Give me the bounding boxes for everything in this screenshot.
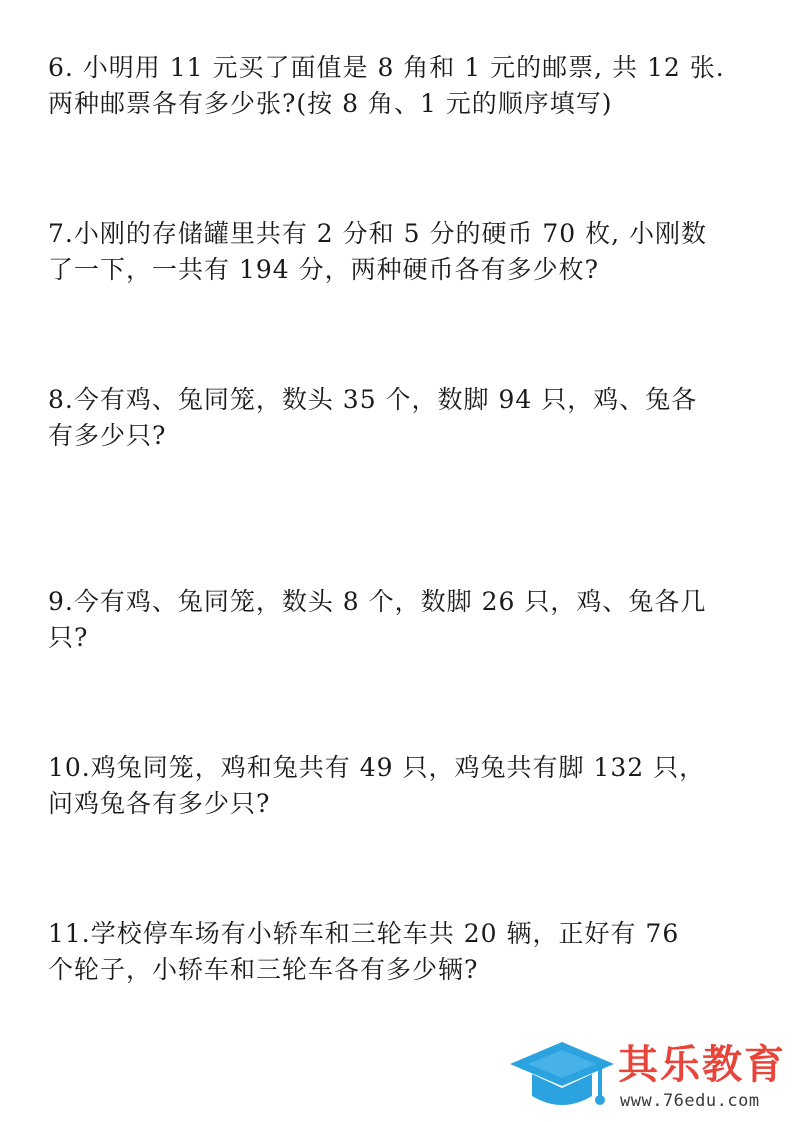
question-6 — [48, 50, 748, 122]
question-10 — [48, 750, 748, 822]
question-7-line-2: 了一下，一共有 194 分，两种硬币各有多少枚? — [48, 255, 600, 284]
question-8 — [48, 382, 748, 454]
brand-url: www.76edu.com — [620, 1091, 760, 1111]
question-11-line-2: 个轮子，小轿车和三轮车各有多少辆? — [48, 955, 479, 984]
question-7-line-1: 7.小刚的存储罐里共有 2 分和 5 分的硬币 70 枚, 小刚数 — [48, 219, 708, 248]
question-10-line-2: 问鸡兔各有多少只? — [48, 789, 271, 818]
question-7 — [48, 216, 748, 288]
question-11 — [48, 916, 748, 988]
question-10-line-1: 10.鸡兔同笼，鸡和兔共有 49 只，鸡兔共有脚 132 只， — [48, 753, 706, 782]
graduation-cap-icon — [510, 1040, 615, 1115]
question-6-line-2: 两种邮票各有多少张?(按 8 角、1 元的顺序填写) — [48, 89, 613, 118]
brand-logo — [510, 1032, 790, 1117]
brand-name: 其乐教育 — [618, 1042, 786, 1088]
question-9-line-2: 只? — [48, 623, 89, 652]
question-8-line-2: 有多少只? — [48, 421, 167, 450]
question-9-line-1: 9.今有鸡、兔同笼，数头 8 个，数脚 26 只，鸡、兔各几 — [48, 587, 707, 616]
question-9 — [48, 584, 748, 656]
question-6-line-1: 6. 小明用 11 元买了面值是 8 角和 1 元的邮票, 共 12 张. — [48, 53, 725, 82]
question-11-line-1: 11.学校停车场有小轿车和三轮车共 20 辆，正好有 76 — [48, 919, 680, 948]
question-8-line-1: 8.今有鸡、兔同笼，数头 35 个，数脚 94 只，鸡、兔各 — [48, 385, 698, 414]
